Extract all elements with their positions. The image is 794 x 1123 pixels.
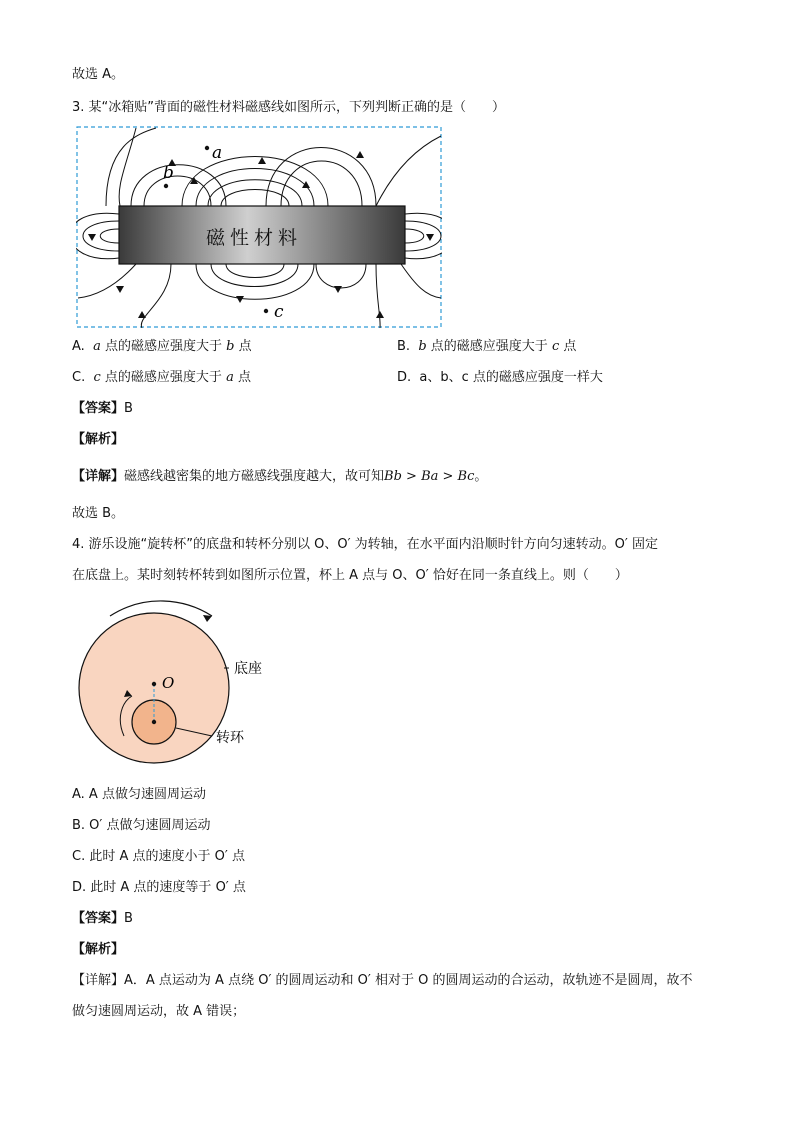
q4-option-a: A. A 点做匀速圆周运动 [72, 787, 206, 802]
point-c: c [274, 302, 284, 322]
rotating-cup-figure [74, 596, 294, 780]
label-o: O [162, 674, 175, 692]
q3-option-d: D. a、b、c 点的磁感应强度一样大 [397, 370, 603, 385]
q4-option-b: B. O′ 点做匀速圆周运动 [72, 818, 211, 833]
q4-detail-line2: 做匀速圆周运动，故 A 错误； [72, 1004, 246, 1019]
point-a: a [212, 143, 223, 163]
magnet-label: 磁性材料 [205, 227, 303, 249]
point-b: b [163, 163, 174, 183]
q3-conclusion: 故选 B。 [72, 506, 125, 521]
label-cup: 转环 [216, 730, 244, 746]
q3-option-a: A. a 点的磁感应强度大于 b 点 [72, 339, 252, 354]
q4-answer: 【答案】B [72, 911, 133, 926]
q4-stem-line2: 在底盘上。某时刻转杯转到如图所示位置，杯上 A 点与 O、O′ 恰好在同一条直线上。则（ ） [72, 568, 628, 583]
q3-option-b: B. b 点的磁感应强度大于 c 点 [397, 339, 577, 354]
q4-option-d: D. 此时 A 点的速度等于 O′ 点 [72, 880, 246, 895]
q3-answer: 【答案】B [72, 401, 133, 416]
q3-detail: 【详解】磁感线越密集的地方磁感线强度越大，故可知Bb > Ba > Bc。 [72, 469, 488, 484]
q4-option-c: C. 此时 A 点的速度小于 O′ 点 [72, 849, 245, 864]
magnet-field-figure [76, 126, 442, 328]
label-base: 底座 [234, 661, 262, 677]
q4-analysis-label: 【解析】 [72, 942, 125, 957]
q4-detail-line1: 【详解】A．A 点运动为 A 点绕 O′ 的圆周运动和 O′ 相对于 O 的圆周运动的合运动，故轨迹不是圆周，故不 [72, 973, 693, 988]
q3-analysis-label: 【解析】 [72, 432, 125, 447]
q3-stem: 3. 某“冰箱贴”背面的磁性材料磁感线如图所示，下列判断正确的是（ ） [72, 100, 506, 115]
q3-option-c: C. c 点的磁感应强度大于 a 点 [72, 370, 251, 385]
q4-stem-line1: 4. 游乐设施“旋转杯”的底盘和转杯分别以 O、O′ 为转轴，在水平面内沿顺时针方向匀速转动。O′ 固定 [72, 537, 659, 552]
prev-conclusion: 故选 A。 [72, 67, 125, 82]
